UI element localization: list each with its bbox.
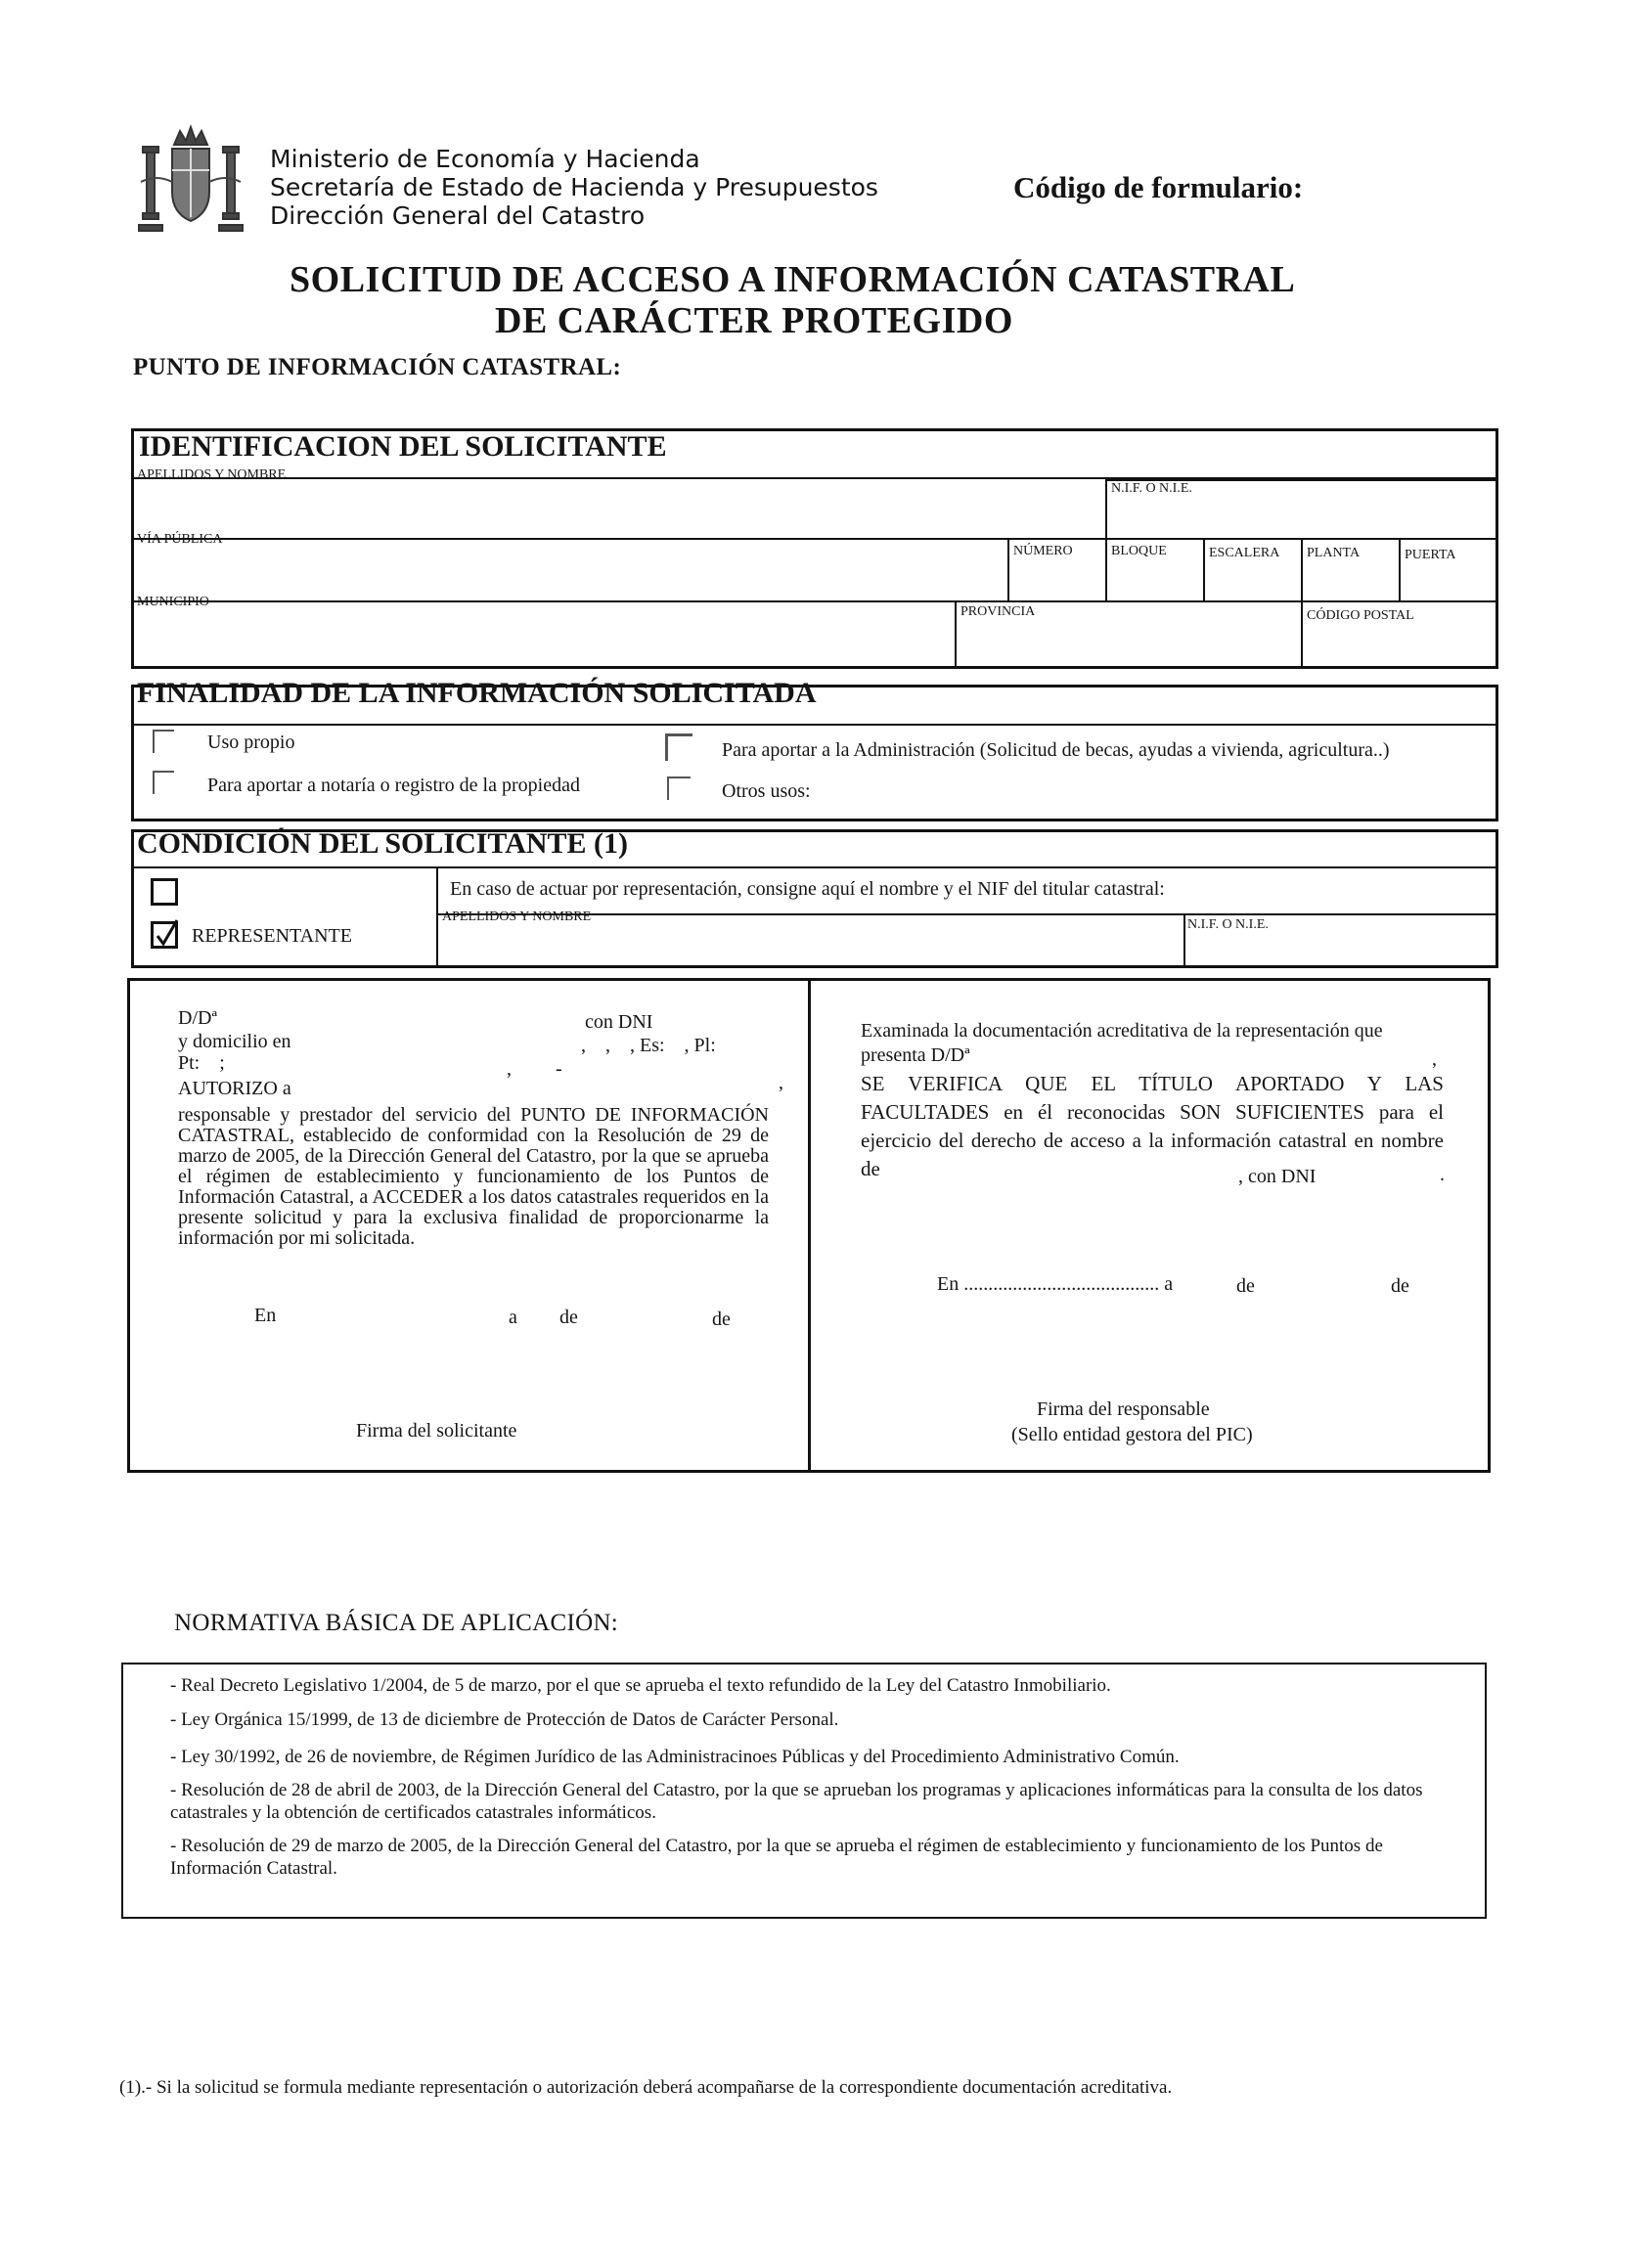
field-puerta-label: PUERTA (1405, 548, 1456, 562)
nif-input[interactable] (1109, 499, 1495, 536)
finalidad-heading: FINALIDAD DE LA INFORMACIÓN SOLICITADA (137, 677, 817, 709)
field-provincia-label: PROVINCIA (960, 604, 1036, 619)
otros-usos-label: Otros usos: (722, 780, 811, 802)
de-label-left-2: de (712, 1309, 731, 1330)
uso-propio-label: Uso propio (207, 732, 295, 753)
footnote: (1).- Si la solicitud se formula mediante representación o autorización deberá acompañarse de la correspondiente documentación acreditativa. (119, 2077, 1173, 2098)
verificacion-period: . (1440, 1164, 1445, 1185)
dd-label: D/Dª (178, 1007, 217, 1029)
pt-label: Pt: ; (178, 1052, 225, 1074)
firma-solicitante-label: Firma del solicitante (356, 1420, 517, 1442)
titular-apellidos-label: APELLIDOS Y NOMBRE (442, 910, 592, 924)
otros-usos-checkbox[interactable] (667, 777, 691, 800)
a-label-left: a (509, 1307, 517, 1328)
titular-nif-input[interactable] (1187, 935, 1495, 964)
verificacion-intro: Examinada la documentación acreditativa de la representación que (861, 1020, 1383, 1042)
con-dni-label: con DNI (585, 1011, 653, 1033)
checkmark-icon (154, 918, 179, 946)
field-codigo-postal-label: CÓDIGO POSTAL (1307, 608, 1414, 623)
form-title-line2: DE CARÁCTER PROTEGIDO (495, 300, 1013, 341)
municipio-input[interactable] (133, 614, 951, 665)
sello-entidad-label: (Sello entidad gestora del PIC) (1011, 1424, 1253, 1445)
normativa-item: - Resolución de 28 de abril de 2003, de la Dirección General del Catastro, por la que se aprueban los programas y aplicaciones informáticas para la consulta de los datos catastrales y la obtención de certificados catastrales informáticos. (170, 1780, 1423, 1823)
firma-responsable-label: Firma del responsable (1037, 1398, 1210, 1420)
firma-solicitante-area[interactable] (176, 1340, 763, 1414)
field-planta-label: PLANTA (1307, 546, 1361, 560)
notaria-label: Para aportar a notaría o registro de la propiedad (207, 775, 580, 796)
verificacion-con-dni: , con DNI (1238, 1166, 1317, 1187)
pic-label: PUNTO DE INFORMACIÓN CATASTRAL: (133, 354, 622, 380)
normativa-item: - Resolución de 29 de marzo de 2005, de la Dirección General del Catastro, por la que se aprueba el régimen de establecimiento y funcionamiento de los Puntos de Información Catastral. (170, 1836, 1383, 1879)
verificacion-body: SE VERIFICA QUE EL TÍTULO APORTADO Y LAS FACULTADES en él reconocidas SON SUFICIENTES para el ejercicio del derecho de acceso a la información catastral en nombre de (861, 1072, 1444, 1180)
identificacion-heading: IDENTIFICACION DEL SOLICITANTE (139, 430, 667, 463)
representante-checkbox[interactable] (151, 921, 178, 949)
field-bloque-label: BLOQUE (1111, 544, 1167, 558)
field-municipio-label: MUNICIPIO (137, 595, 209, 609)
normativa-item: - Ley 30/1992, de 26 de noviembre, de Régimen Jurídico de las Administracinoes Públicas y del Procedimiento Administrativo Común. (170, 1747, 1180, 1767)
apellidos-nombre-input[interactable] (133, 489, 1101, 536)
field-numero-label: NÚMERO (1013, 544, 1073, 558)
form-code-label: Código de formulario: (1013, 170, 1304, 204)
field-apellidos-nombre-label: APELLIDOS Y NOMBRE (137, 467, 287, 482)
en-label-left: En (254, 1305, 277, 1326)
presenta-comma: , (1432, 1048, 1437, 1070)
form-title-line1: SOLICITUD DE ACCESO A INFORMACIÓN CATASTRAL (290, 259, 1296, 300)
org-secretariat: Secretaría de Estado de Hacienda y Presupuestos (270, 173, 878, 201)
autorizo-comma: , (779, 1072, 783, 1093)
uso-propio-checkbox[interactable] (153, 730, 174, 753)
representacion-instructions: En caso de actuar por representación, consigne aquí el nombre y el NIF del titular catastral: (450, 878, 1165, 900)
de-label-left-1: de (559, 1307, 578, 1328)
autorizo-label: AUTORIZO a (178, 1078, 291, 1099)
address-punctuation-2: , - (507, 1058, 562, 1080)
titular-nif-label: N.I.F. O N.I.E. (1187, 917, 1269, 932)
normativa-heading: NORMATIVA BÁSICA DE APLICACIÓN: (174, 1610, 619, 1636)
firma-responsable-area[interactable] (861, 1310, 1448, 1393)
de-label-right-2: de (1391, 1275, 1409, 1297)
en-line-right: En ........................................ a (937, 1273, 1174, 1295)
normativa-item: - Real Decreto Legislativo 1/2004, de 5 de marzo, por el que se aprueba el texto refundido de la Ley del Catastro Inmobiliario. (170, 1675, 1111, 1696)
de-label-right-1: de (1236, 1275, 1255, 1297)
via-publica-input[interactable] (133, 550, 1004, 597)
org-directorate: Dirección General del Catastro (270, 201, 646, 230)
field-escalera-label: ESCALERA (1209, 546, 1280, 560)
representante-label: REPRESENTANTE (192, 925, 352, 947)
org-ministry: Ministerio de Economía y Hacienda (270, 145, 700, 173)
titular-checkbox[interactable] (151, 878, 178, 906)
condicion-heading: CONDICIÓN DEL SOLICITANTE (1) (137, 827, 629, 860)
titular-apellidos-input[interactable] (440, 929, 1180, 964)
presenta-label: presenta D/Dª (861, 1044, 970, 1066)
administracion-label: Para aportar a la Administración (Solicitud de becas, ayudas a vivienda, agricultura..) (722, 739, 1390, 761)
field-via-publica-label: VÍA PÚBLICA (137, 532, 223, 547)
field-nif-label: N.I.F. O N.I.E. (1111, 481, 1192, 496)
address-punctuation: , , , Es: , Pl: (581, 1035, 716, 1056)
coat-of-arms-logo (137, 123, 245, 237)
normativa-item: - Ley Orgánica 15/1999, de 13 de diciembre de Protección de Datos de Carácter Personal. (170, 1709, 839, 1730)
domicilio-label: y domicilio en (178, 1031, 291, 1052)
autorizacion-body: responsable y prestador del servicio del PUNTO DE INFORMACIÓN CATASTRAL, establecido de conformidad con la Resolución de 29 de marzo de 2005, de la Dirección General del Catastro, por la que se aprueba el régimen de establecimiento y funcionamiento de los Puntos de Información Catastral, a ACCEDER a los datos catastrales requeridos en la presente solicitud y para la exclusiva finalidad de proporcionarme la información por mi solicitada. (178, 1104, 769, 1249)
notaria-checkbox[interactable] (153, 771, 174, 794)
administracion-checkbox[interactable] (665, 733, 692, 761)
